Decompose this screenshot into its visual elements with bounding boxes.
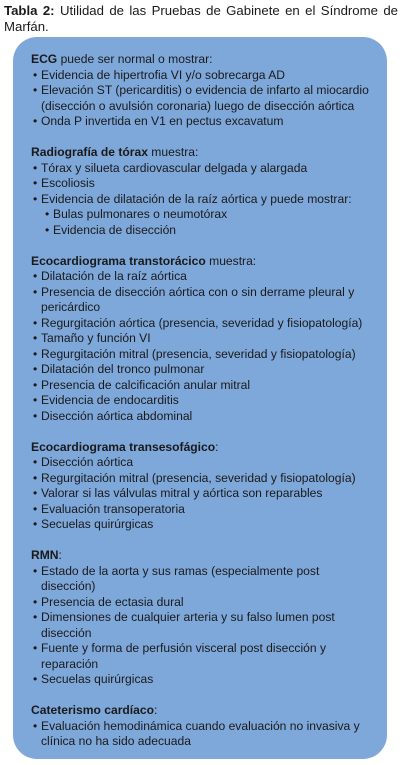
table-caption [4, 3, 398, 35]
list-item: • Regurgitación mitral (presencia, severidad y fisiopatología) [31, 471, 376, 487]
section-eco-transesofagico [31, 440, 376, 533]
bullet-list [31, 68, 376, 130]
list-item: • Escoliosis [31, 176, 376, 192]
list-item: • Disección aórtica abdominal [31, 409, 376, 425]
section-heading [31, 254, 376, 270]
section-heading [31, 703, 376, 719]
list-item: • Presencia de calcificación anular mitral [31, 378, 376, 394]
list-item: • Regurgitación aórtica (presencia, severidad y fisiopatología) [31, 316, 376, 332]
table-content [31, 52, 376, 750]
section-radiografia [31, 145, 376, 238]
section-heading [31, 52, 376, 68]
section-rmn [31, 548, 376, 688]
caption-text: Utilidad de las Pruebas de Gabinete en el Síndrome de Marfán. [4, 3, 398, 34]
list-item: • Dilatación de la raíz aórtica [31, 269, 376, 285]
section-eco-transtoracico [31, 254, 376, 425]
section-heading [31, 145, 376, 161]
section-heading [31, 440, 376, 456]
section-title: Radiografía de tórax [31, 145, 148, 159]
list-item: • Presencia de disección aórtica con o sin derrame pleural y pericárdico [31, 285, 376, 316]
list-item: • Presencia de ectasia dural [31, 595, 376, 611]
list-item: • Evidencia de dilatación de la raíz aórtica y puede mostrar: [31, 192, 376, 208]
bullet-list [31, 161, 376, 239]
section-heading [31, 548, 376, 564]
list-item: • Estado de la aorta y sus ramas (especialmente post disección) [31, 564, 376, 595]
list-item: • Evidencia de endocarditis [31, 393, 376, 409]
list-item: • Valorar si las válvulas mitral y aórtica son reparables [31, 486, 376, 502]
section-title-rest: : [215, 439, 219, 454]
section-title: Ecocardiograma transesofágico [31, 439, 216, 454]
caption-label: Tabla 2: [4, 3, 55, 18]
list-item: • Regurgitación mitral (presencia, severidad y fisiopatología) [31, 347, 376, 363]
bullet-list [31, 564, 376, 688]
section-title-rest: muestra: [147, 145, 199, 159]
list-item: • Fuente y forma de perfusión visceral post disección y reparación [31, 641, 376, 672]
section-title: Ecocardiograma transtorácico [31, 253, 206, 268]
section-title: RMN [31, 548, 59, 562]
section-title-rest: muestra: [205, 253, 257, 268]
list-item: • Tórax y silueta cardiovascular delgada y alargada [31, 161, 376, 177]
sub-list-item: • Evidencia de disección [31, 223, 376, 239]
list-item: • Evidencia de hipertrofia VI y/o sobrecarga AD [31, 68, 376, 84]
bullet-list [31, 719, 376, 750]
list-item: • Secuelas quirúrgicas [31, 672, 376, 688]
list-item: • Evaluación transoperatoria [31, 502, 376, 518]
section-title-rest: : [154, 703, 158, 717]
sub-list-item: • Bulas pulmonares o neumotórax [31, 207, 376, 223]
list-item: • Dilatación del tronco pulmonar [31, 362, 376, 378]
list-item: • Elevación ST (pericarditis) o evidencia de infarto al miocardio (disección o avulsión coronaria) luego de disección aórtica [31, 83, 376, 114]
section-ecg [31, 52, 376, 130]
list-item: • Disección aórtica [31, 455, 376, 471]
bullet-list [31, 455, 376, 533]
list-item: • Evaluación hemodinámica cuando evaluación no invasiva y clínica no ha sido adecuada [31, 719, 376, 750]
section-title-rest: puede ser normal o mostrar: [57, 52, 213, 66]
section-title: ECG [31, 52, 58, 66]
bullet-list [31, 269, 376, 424]
list-item: • Dimensiones de cualquier arteria y su falso lumen post disección [31, 610, 376, 641]
section-title-rest: : [58, 548, 62, 562]
section-cateterismo [31, 703, 376, 750]
section-title: Cateterismo cardíaco [31, 703, 155, 717]
list-item: • Onda P invertida en V1 en pectus excavatum [31, 114, 376, 130]
list-item: • Tamaño y función VI [31, 331, 376, 347]
list-item: • Secuelas quirúrgicas [31, 517, 376, 533]
